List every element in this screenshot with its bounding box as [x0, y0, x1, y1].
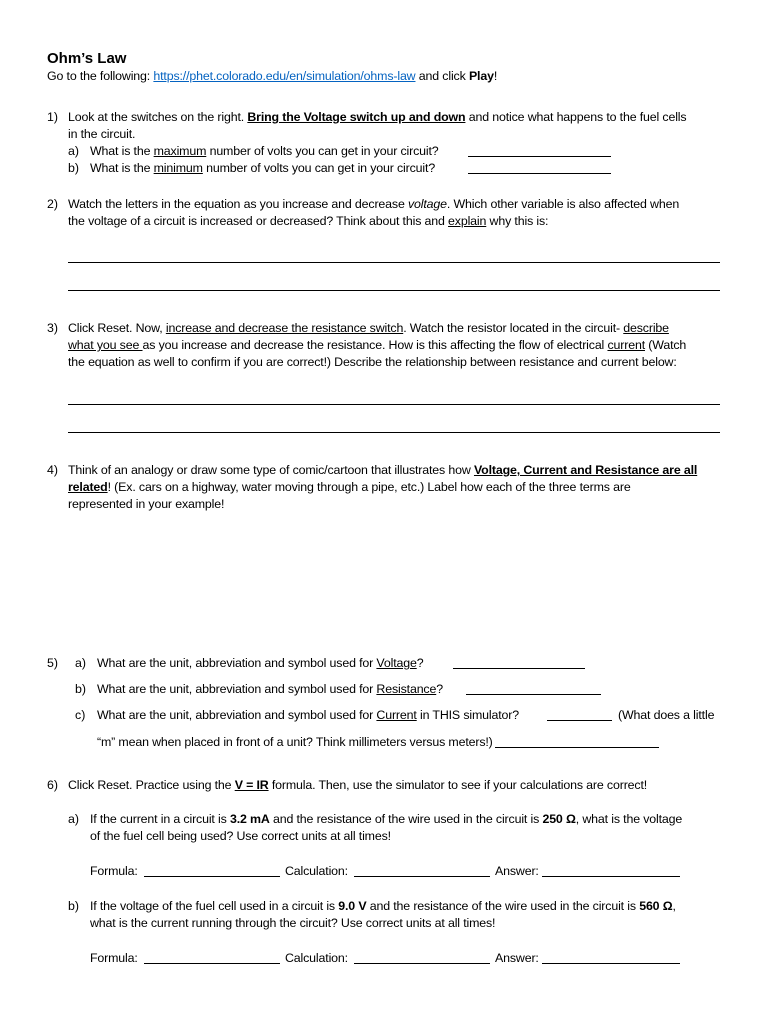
q6a-label: a)	[68, 812, 80, 826]
q3-number: 3)	[47, 321, 59, 335]
q5b-label: b)	[75, 682, 87, 696]
q6b-answer-line[interactable]	[542, 963, 680, 964]
q6b-label: b)	[68, 899, 80, 913]
q6-number: 6)	[47, 778, 59, 792]
play-word: Play	[468, 69, 494, 83]
q5a-text: What are the unit, abbreviation and symbol used for Voltage?	[97, 656, 424, 670]
q6a-formula-label: Formula:	[90, 864, 138, 878]
q2-line-2: the voltage of a circuit is increased or decreased? Think about this and explain why this is:	[68, 214, 549, 228]
q5b-text: What are the unit, abbreviation and symbol used for Resistance?	[97, 682, 443, 696]
q1b-answer-line[interactable]	[468, 173, 611, 174]
q5c-line-2: “m” mean when placed in front of a unit? Think millimeters versus meters!)	[97, 735, 493, 749]
q5b-answer-line[interactable]	[466, 694, 601, 695]
q3-line-1: Click Reset. Now, increase and decrease the resistance switch. Watch the resistor located in the circuit- describe	[68, 321, 669, 335]
q6a-formula-line[interactable]	[144, 876, 280, 877]
q2-answer-line-1[interactable]	[68, 262, 720, 263]
q6b-calculation-line[interactable]	[354, 963, 490, 964]
q6b-line-1: If the voltage of the fuel cell used in a circuit is 9.0 V and the resistance of the wire used in the circuit is 560 Ω,	[90, 899, 676, 913]
q1a-answer-line[interactable]	[468, 156, 611, 157]
q6a-line-1: If the current in a circuit is 3.2 mA and the resistance of the wire used in the circuit is 250 Ω, what is the voltage	[90, 812, 683, 826]
q5c-tail: (What does a little	[618, 708, 715, 722]
q6b-calculation-label: Calculation:	[285, 951, 348, 965]
q6a-answer-label: Answer:	[495, 864, 539, 878]
q6a-calculation-line[interactable]	[354, 876, 490, 877]
q1-number: 1)	[47, 110, 59, 124]
page-title: Ohm’s Law	[47, 50, 127, 67]
q4-line-2: related! (Ex. cars on a highway, water moving through a pipe, etc.) Label how each of the three terms are	[68, 480, 631, 494]
q5c-text: What are the unit, abbreviation and symbol used for Current in THIS simulator?	[97, 708, 519, 722]
q2-answer-line-2[interactable]	[68, 290, 720, 291]
q6a-calculation-label: Calculation:	[285, 864, 348, 878]
q6-line-1: Click Reset. Practice using the V = IR formula. Then, use the simulator to see if your calculations are correct!	[68, 778, 648, 792]
q1b-text: What is the minimum number of volts you can get in your circuit?	[90, 161, 436, 175]
q5c-answer-line-1[interactable]	[547, 720, 612, 721]
q4-line-3: represented in your example!	[68, 497, 225, 511]
q3-answer-line-1[interactable]	[68, 404, 720, 405]
q6b-formula-line[interactable]	[144, 963, 280, 964]
q6b-formula-label: Formula:	[90, 951, 138, 965]
intro-line: Go to the following: https://phet.colorado.edu/en/simulation/ohms-law and click Play!	[47, 69, 498, 83]
q6a-line-2: of the fuel cell being used? Use correct units at all times!	[90, 829, 391, 843]
q6b-answer-label: Answer:	[495, 951, 539, 965]
q5c-answer-line-2[interactable]	[495, 747, 659, 748]
q2-line-1: Watch the letters in the equation as you increase and decrease voltage. Which other variable is also affected when	[68, 197, 680, 211]
q1-line-2: in the circuit.	[68, 127, 136, 141]
q1-line-1: Look at the switches on the right. Bring the Voltage switch up and down and notice what happens to the fuel cells	[68, 110, 687, 124]
q3-answer-line-2[interactable]	[68, 432, 720, 433]
q1b-label: b)	[68, 161, 80, 175]
q1a-text: What is the maximum number of volts you can get in your circuit?	[90, 144, 439, 158]
q4-line-1: Think of an analogy or draw some type of comic/cartoon that illustrates how Voltage, Current and Resistance are all	[68, 463, 698, 477]
q4-number: 4)	[47, 463, 59, 477]
q5a-answer-line[interactable]	[453, 668, 585, 669]
q5c-label: c)	[75, 708, 86, 722]
q2-number: 2)	[47, 197, 59, 211]
q5a-label: a)	[75, 656, 87, 670]
q6b-line-2: what is the current running through the circuit? Use correct units at all times!	[90, 916, 496, 930]
q3-line-3: the equation as well to confirm if you are correct!) Describe the relationship between resistance and current below:	[68, 355, 677, 369]
q6a-answer-line[interactable]	[542, 876, 680, 877]
q3-line-2: what you see as you increase and decrease the resistance. How is this affecting the flow of electrical current (Watch	[68, 338, 687, 352]
q5-number: 5)	[47, 656, 59, 670]
simulation-link[interactable]: https://phet.colorado.edu/en/simulation/ohms-law	[153, 69, 416, 83]
q1a-label: a)	[68, 144, 80, 158]
